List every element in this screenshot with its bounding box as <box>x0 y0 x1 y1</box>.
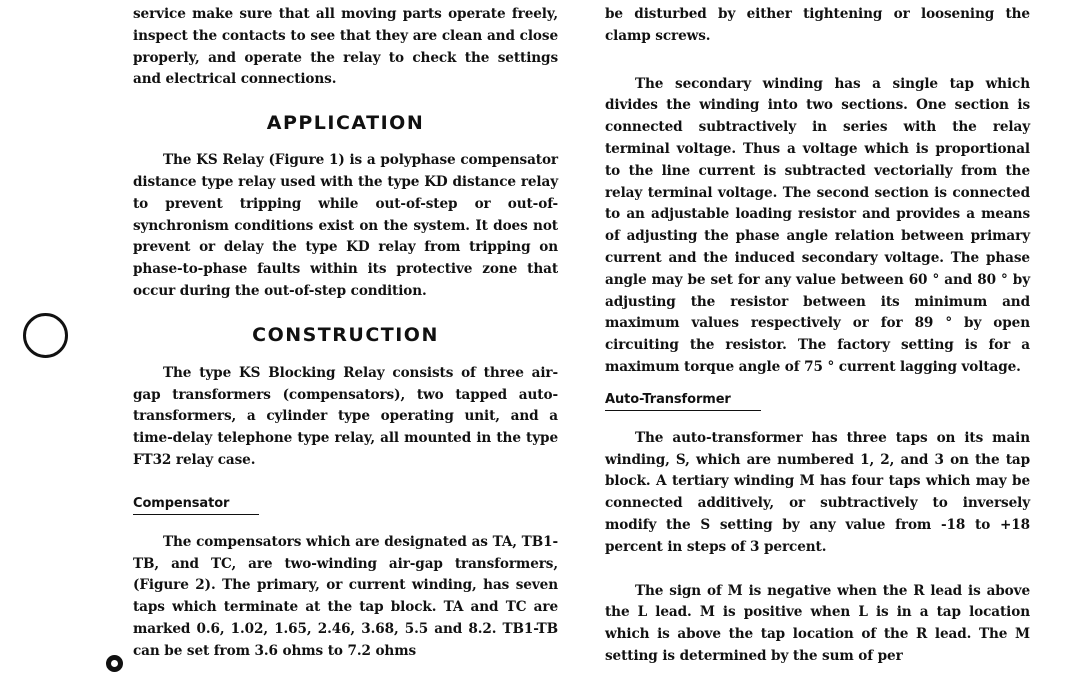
compensator-heading: Compensator <box>133 494 259 515</box>
intro-paragraph: service make sure that all moving parts operate freely, inspect the contacts to see that they are clean and close properly, and operate the relay to check the settings and electrical connections. <box>133 6 558 88</box>
right-column <box>605 0 1030 668</box>
application-heading: APPLICATION <box>266 112 425 135</box>
construction-paragraph: The type KS Blocking Relay consists of three air-gap transformers (compensators), two tapped auto-transformers, a cylinder type operating unit, and a time-delay telephone type relay, all mounted in the type FT32 relay case. <box>133 364 558 468</box>
clamp-paragraph: be disturbed by either tightening or loosening the clamp screws. <box>605 6 1030 44</box>
auto-transformer-heading: Auto-Transformer <box>605 390 761 411</box>
secondary-winding-paragraph: The secondary winding has a single tap which divides the winding into two sections. One section is connected subtractively in series with the relay terminal voltage. Thus a voltage which is proportional to the line current is subtracted vectorially from the relay terminal voltage. The second section is connected to an adjustable loading resistor and provides a means of adjusting the phase angle relation between primary current and the induced secondary voltage. The phase angle may be set for any value between 60 ° and 80 ° by adjusting the resistor between its minimum and maximum values respectively or for 89 ° by open circuiting the resistor. The factory setting is for a maximum torque angle of 75 ° current lagging voltage. <box>605 75 1030 375</box>
sign-paragraph: The sign of M is negative when the R lead is above the L lead. M is positive when L is in a tap location which is above the tap location of the R lead. The M setting is determined by the sum of per <box>605 582 1030 664</box>
binder-punch-hole-bottom <box>106 655 123 672</box>
left-column <box>133 0 558 663</box>
application-paragraph: The KS Relay (Figure 1) is a polyphase compensator distance type relay used with the type KD distance relay to prevent tripping while out-of-step or out-of-synchronism conditions exist on the system. It does not prevent or delay the type KD relay from tripping on phase-to-phase faults within its protective zone that occur during the out-of-step condition. <box>133 152 558 299</box>
compensator-paragraph: The compensators which are designated as TA, TB1-TB, and TC, are two-winding air-gap transformers, (Figure 2). The primary, or current winding, has seven taps which terminate at the tap block. TA and TC are marked 0.6, 1.02, 1.65, 2.46, 3.68, 5.5 and 8.2. TB1-TB can be set from 3.6 ohms to 7.2 ohms <box>133 533 558 659</box>
construction-heading: CONSTRUCTION <box>252 323 439 346</box>
binder-punch-hole-top <box>23 313 68 358</box>
auto-transformer-paragraph: The auto-transformer has three taps on its main winding, S, which are numbered 1, 2, and 3 on the tap block. A tertiary winding M has four taps which may be connected additively, or subtractively to inversely modify the S setting by any value from -18 to +18 percent in steps of 3 percent. <box>605 429 1030 555</box>
